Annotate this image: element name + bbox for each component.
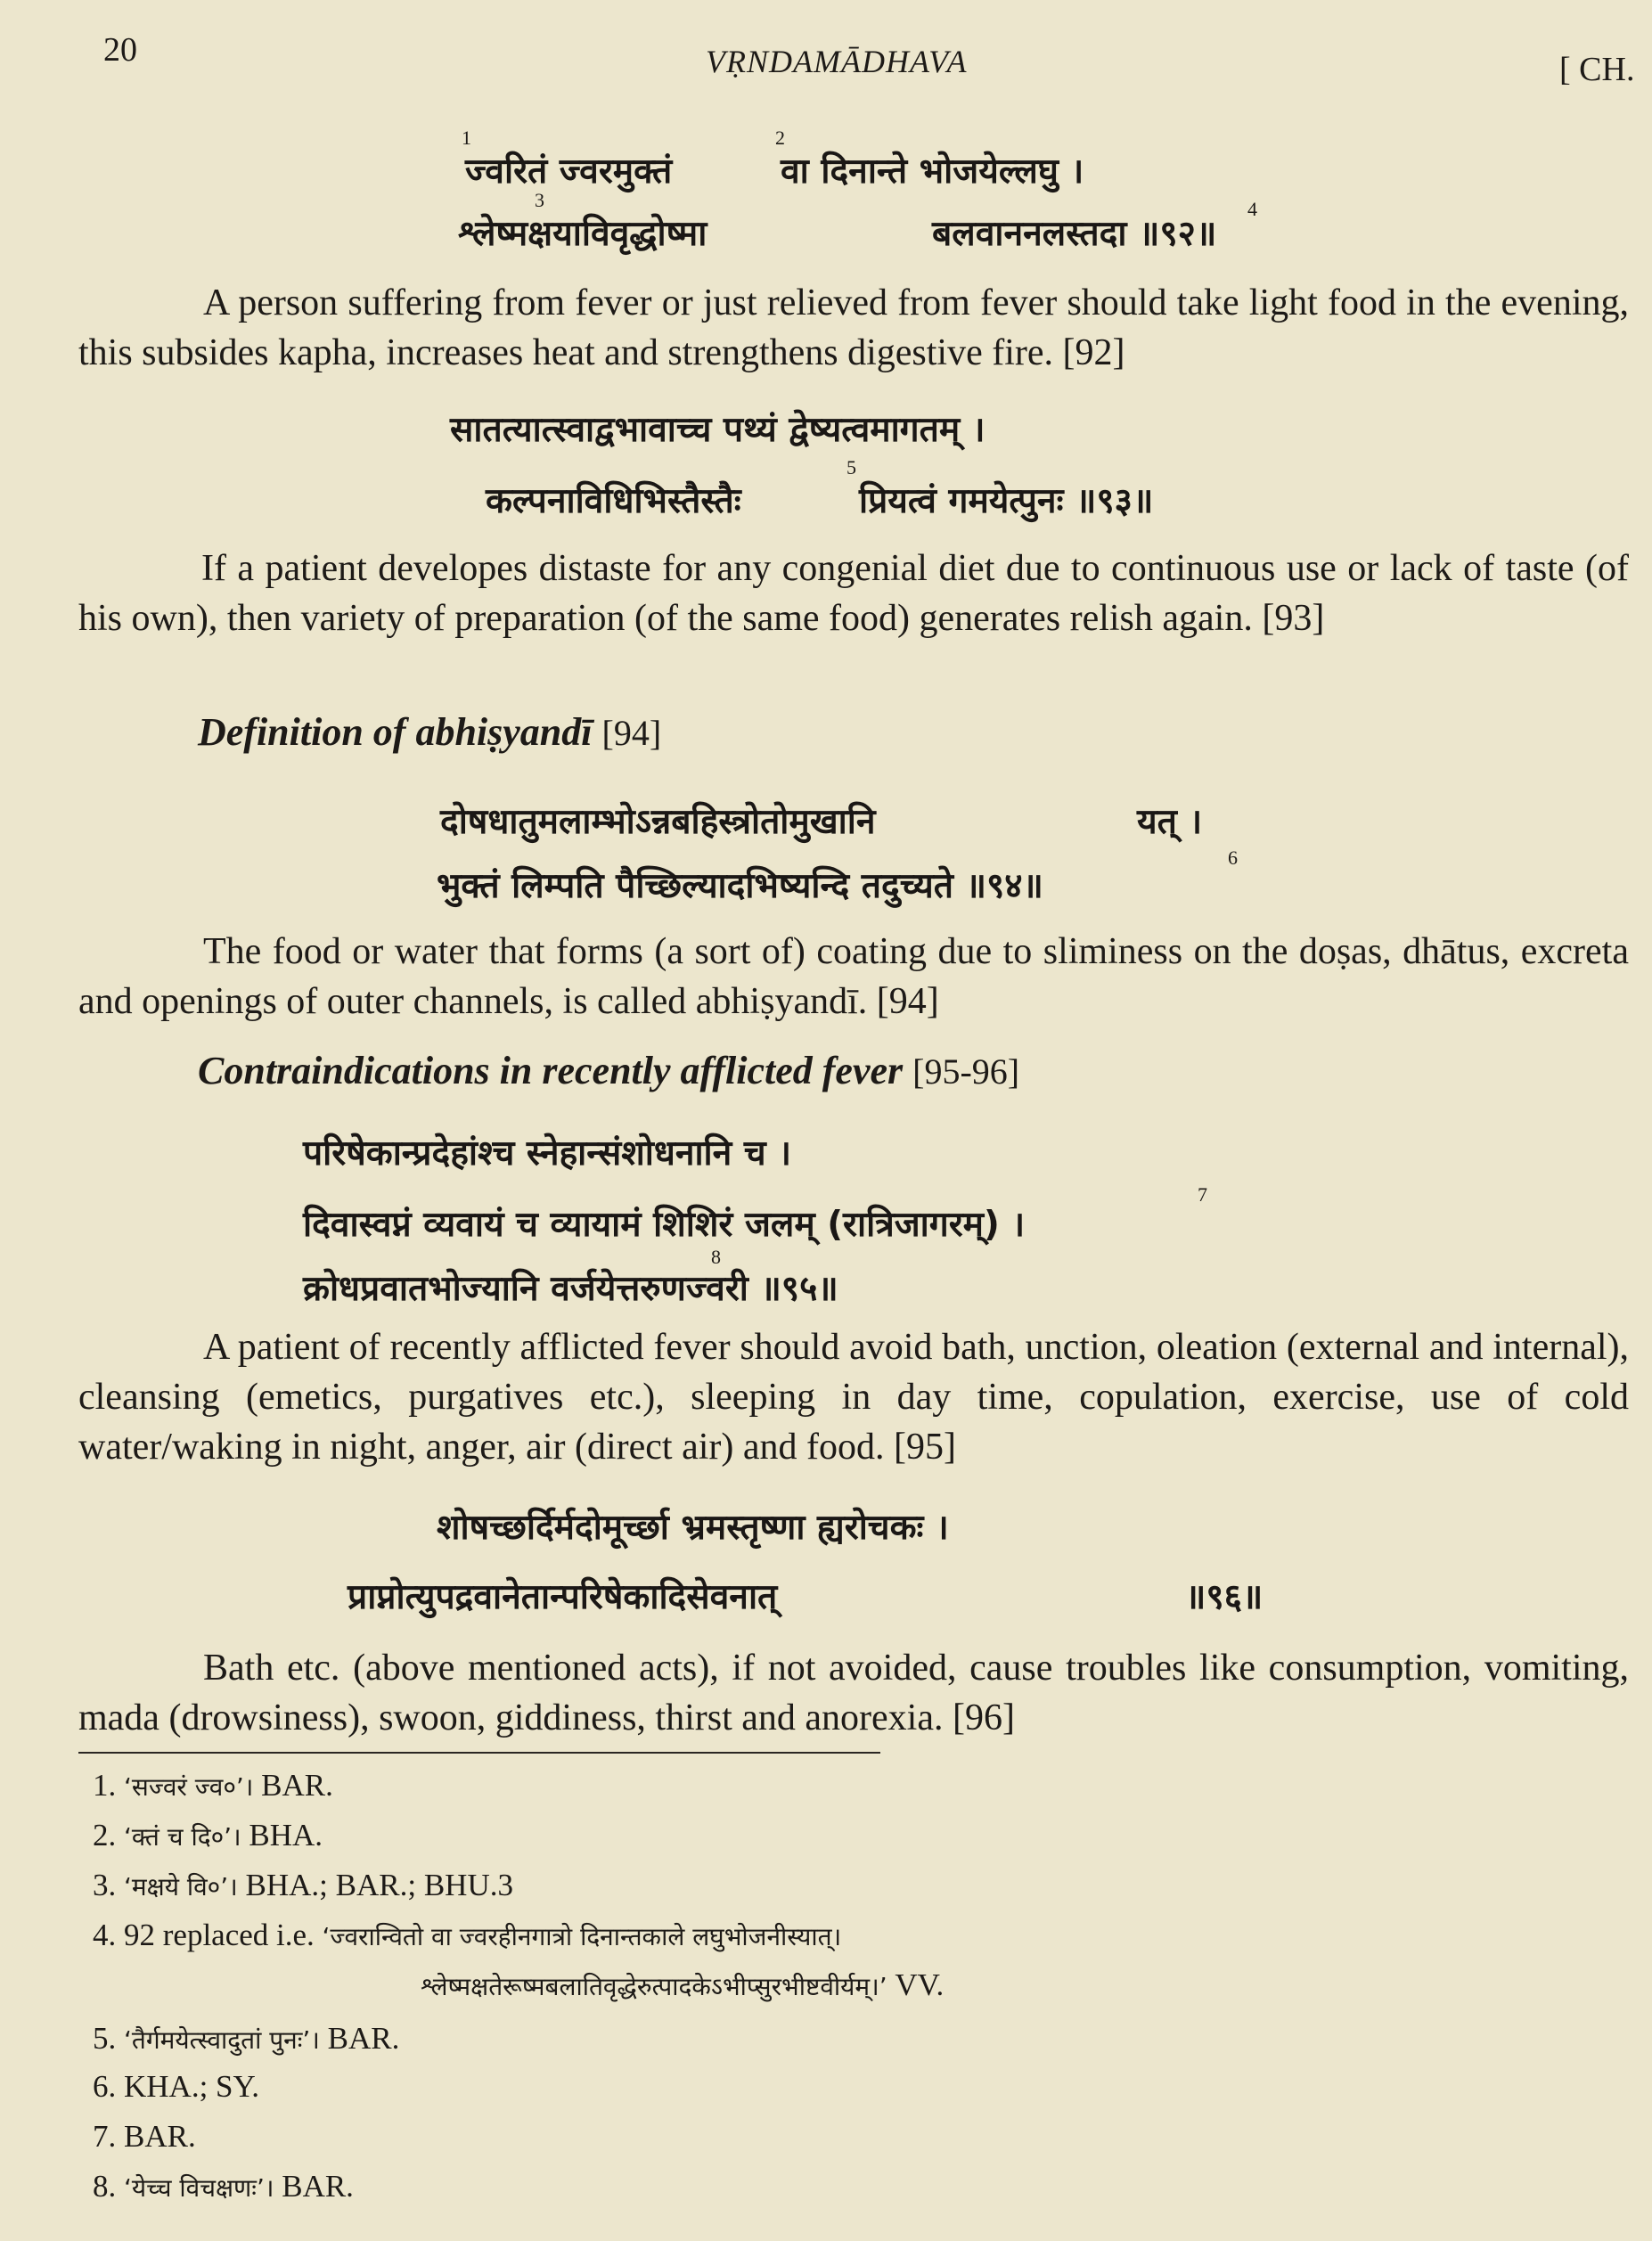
footnote-ref-4: 4: [1247, 198, 1257, 220]
page-number: 20: [103, 31, 137, 69]
verse-93-line-1: सातत्यात्स्वाद्वभावाच्च पथ्यं द्वेष्यत्वमागतम् ।: [450, 410, 985, 450]
footnote-number: 1.: [93, 1768, 124, 1803]
footnote-sanskrit-reading: श्लेष्मक्षतेरूष्मबलातिवृद्धेरुत्पादकेऽभीप्सुरभीष्टवीर्यम्।’: [421, 1972, 887, 2001]
translation-92: A person suffering from fever or just relieved from fever should take light food in the evening, this subsides kapha, increases heat and strengthens digestive fire. [92]: [78, 282, 1629, 373]
verse-96-line-1: शोषच्छर्दिर्मदोमूर्च्छा भ्रमस्तृष्णा ह्यरोचकः ।: [437, 1508, 949, 1548]
footnote-ref-1: 1: [462, 127, 471, 149]
footnote-source: KHA.; SY.: [124, 2069, 260, 2104]
section-heading-94-title: Definition of abhiṣyandī: [198, 710, 593, 754]
footnote-sanskrit-reading: ‘क्तं च दि०’।: [124, 1822, 241, 1852]
footnote-ref-8: 8: [711, 1246, 721, 1268]
verse-93-line-2a: कल्पनाविधिभिस्तैस्तैः: [486, 481, 741, 521]
footnote-ref-6: 6: [1228, 847, 1238, 869]
translation-96: Bath etc. (above mentioned acts), if not avoided, cause troubles like consumption, vomiting, mada (drowsiness), swoon, giddiness, thirst and anorexia. [96]: [78, 1648, 1629, 1738]
footnote-number: 7.: [93, 2119, 124, 2154]
footnote-sanskrit-reading: ‘येच्च विचक्षणः’।: [124, 2173, 274, 2203]
footnote-item: [93, 1868, 513, 1903]
footnote-number: 6.: [93, 2069, 124, 2104]
footnote-ref-2: 2: [775, 127, 785, 149]
footnote-ref-3: 3: [535, 189, 544, 211]
chapter-mark: [ CH.: [1559, 51, 1635, 88]
footnote-item: [93, 2119, 196, 2155]
verse-92-line-2a: श्लेष्मक्षयाविवृद्धोष्मा: [458, 214, 707, 254]
footnote-item: [93, 1818, 323, 1853]
footnote-source: BAR.: [253, 1768, 333, 1803]
verse-92-line-2b: बलवाननलस्तदा ॥९२॥: [932, 214, 1217, 254]
footnote-number: 5.: [93, 2021, 124, 2056]
footnote-source: BHA.: [241, 1818, 323, 1853]
footnote-item: [421, 1967, 944, 2003]
footnote-source: BAR.: [319, 2021, 400, 2056]
footnote-ref-7: 7: [1198, 1183, 1207, 1206]
footnote-sanskrit-reading: ‘ज्वरान्वितो वा ज्वरहीनगात्रो दिनान्तकाले लघुभोजनीस्यात्।: [322, 1922, 842, 1951]
section-heading-95-ref: [95-96]: [912, 1051, 1020, 1092]
footnote-ref-5: 5: [846, 456, 856, 478]
verse-94-line-1b: यत् ।: [1137, 802, 1203, 842]
footnote-number: 3.: [93, 1868, 124, 1902]
verse-92-line-1a: ज्वरितं ज्वरमुक्तं: [465, 151, 673, 192]
translation-93: If a patient developes distaste for any congenial diet due to continuous use or lack of taste (of his own), then variety of preparation (of the same food) generates relish again. [93]: [78, 548, 1629, 639]
section-heading-95-title: Contraindications in recently afflicted fever: [198, 1049, 904, 1092]
footnote-prefix: 92 replaced i.e.: [124, 1918, 323, 1952]
footnote-item: [93, 2069, 259, 2105]
section-heading-94: [198, 709, 661, 755]
section-heading-95: [198, 1048, 1019, 1093]
translation-94: The food or water that forms (a sort of) coating due to sliminess on the doṣas, dhātus, excreta and openings of outer channels, is called abhiṣyandī. [94]: [78, 931, 1629, 1022]
verse-96-line-2b: ॥९६॥: [1185, 1577, 1264, 1617]
footnote-sanskrit-reading: ‘मक्षये वि०’।: [124, 1872, 238, 1902]
verse-95-line-2: दिवास्वप्नं व्यवायं च व्यायामं शिशिरं जलम् (रात्रिजागरम्) ।: [303, 1205, 1026, 1245]
footnote-number: 2.: [93, 1818, 124, 1853]
footnote-item: [93, 2169, 354, 2204]
section-heading-94-ref: [94]: [601, 713, 662, 753]
footnote-sanskrit-reading: ‘तैर्गमयेत्स्वादुतां पुनः’।: [124, 2025, 320, 2055]
footnote-number: 4.: [93, 1918, 124, 1952]
verse-96-line-2a: प्राप्नोत्युपद्रवानेतान्परिषेकादिसेवनात्: [348, 1577, 778, 1617]
footnote-source: BAR.: [124, 2119, 196, 2154]
verse-95-line-1: परिषेकान्प्रदेहांश्च स्नेहान्संशोधनानि च ।: [303, 1133, 792, 1174]
verse-94-line-1a: दोषधातुमलाम्भोऽन्नबहिस्त्रोतोमुखानि: [440, 802, 876, 842]
footnote-item: [93, 1768, 333, 1803]
translation-95: A patient of recently afflicted fever should avoid bath, unction, oleation (external and internal), cleansing (emetics, purgatives etc.), sleeping in day time, copulation, exercise, use of cold water/waking in night, anger, air (direct air) and food. [95]: [78, 1327, 1629, 1468]
verse-94-line-2: भुक्तं लिम्पति पैच्छिल्यादभिष्यन्दि तदुच्यते ॥९४॥: [437, 866, 1043, 906]
verse-92-line-1b: वा दिनान्ते भोजयेल्लघु ।: [781, 151, 1084, 192]
footnote-sanskrit-reading: ‘सज्वरं ज्व०’।: [124, 1772, 254, 1802]
footnote-number: 8.: [93, 2169, 124, 2204]
footnote-source: BAR.: [274, 2169, 354, 2204]
footnote-divider: [78, 1752, 880, 1754]
footnote-source: VV.: [887, 1967, 945, 2002]
verse-93-line-2b-text: प्रियत्वं गमयेत्पुनः ॥९३॥: [859, 481, 1154, 521]
running-title: VṚNDAMĀDHAVA: [706, 44, 968, 79]
footnote-item: [93, 1918, 841, 1953]
footnote-item: [93, 2021, 399, 2057]
verse-95-line-3: क्रोधप्रवातभोज्यानि वर्जयेत्तरुणज्वरी ॥९५॥: [303, 1269, 838, 1309]
footnote-source: BHA.; BAR.; BHU.3: [237, 1868, 513, 1902]
